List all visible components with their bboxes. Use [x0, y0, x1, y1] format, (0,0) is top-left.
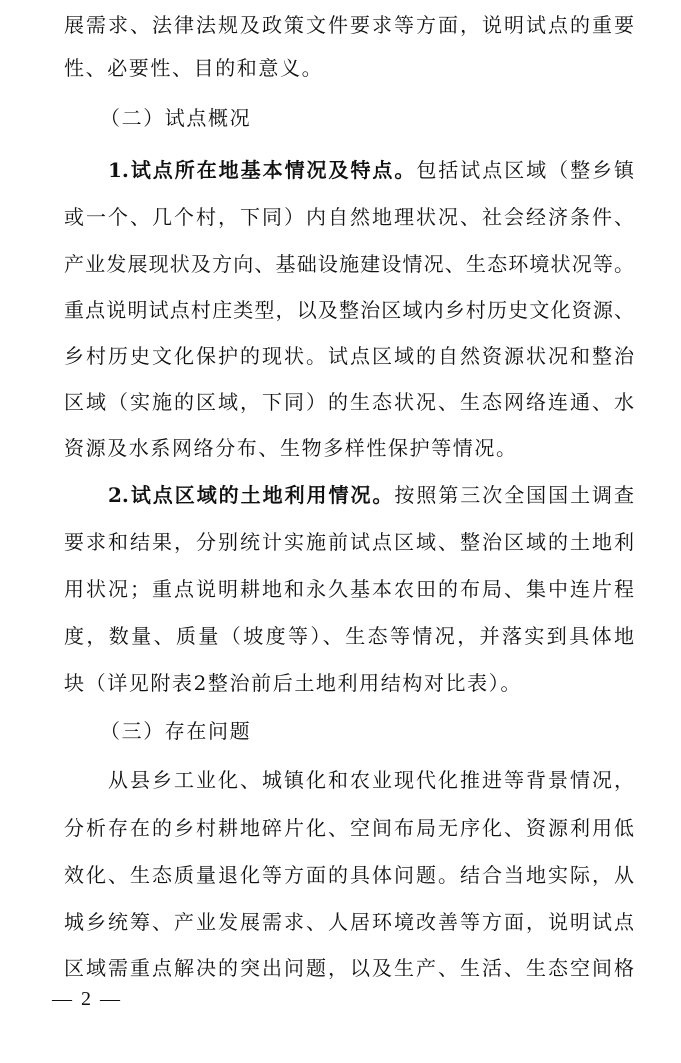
section-heading: （三）存在问题 [100, 719, 252, 743]
body-line: 产业发展现状及方向、基础设施建设情况、生态环境状况等。 [64, 252, 634, 276]
body-line: 展需求、法律法规及政策文件要求等方面，说明试点的重要 [64, 13, 634, 37]
body-line: 乡村历史文化保护的现状。试点区域的自然资源状况和整治 [64, 344, 634, 368]
body-line: 要求和结果，分别统计实施前试点区域、整治区域的土地利 [64, 530, 634, 554]
body-line: 从县乡工业化、城镇化和农业现代化推进等背景情况， [108, 768, 634, 792]
section-heading: （二）试点概况 [100, 106, 252, 130]
body-line [108, 479, 634, 511]
body-line: 重点说明试点村庄类型，以及整治区域内乡村历史文化资源、 [64, 298, 634, 322]
body-text: 按照第三次全国国土调查 [394, 483, 635, 507]
body-line: 块（详见附表2整治前后土地利用结构对比表）。 [64, 671, 522, 695]
body-line: 资源及水系网络分布、生物多样性保护等情况。 [64, 436, 518, 460]
body-line: 分析存在的乡村耕地碎片化、空间布局无序化、资源利用低 [64, 816, 634, 840]
body-line: 度，数量、质量（坡度等）、生态等情况，并落实到具体地 [64, 624, 634, 648]
subsection-title: 2.试点区域的土地利用情况。 [108, 483, 395, 507]
subsection-title: 1.试点所在地基本情况及特点。 [108, 158, 417, 182]
body-line: 用状况；重点说明耕地和永久基本农田的布局、集中连片程 [64, 577, 634, 601]
body-line: 或一个、几个村，下同）内自然地理状况、社会经济条件、 [64, 205, 634, 229]
body-line: 区域需重点解决的突出问题，以及生产、生活、生态空间格 [64, 956, 634, 980]
body-line: 效化、生态质量退化等方面的具体问题。结合当地实际，从 [64, 863, 634, 887]
body-line [108, 154, 634, 186]
body-line: 性、必要性、目的和意义。 [64, 56, 324, 80]
page-number: — 2 — [52, 988, 122, 1010]
body-line: 城乡统筹、产业发展需求、人居环境改善等方面，说明试点 [64, 910, 634, 934]
body-line: 区域（实施的区域，下同）的生态状况、生态网络连通、水 [64, 390, 634, 414]
body-text: 包括试点区域（整乡镇 [416, 158, 634, 182]
